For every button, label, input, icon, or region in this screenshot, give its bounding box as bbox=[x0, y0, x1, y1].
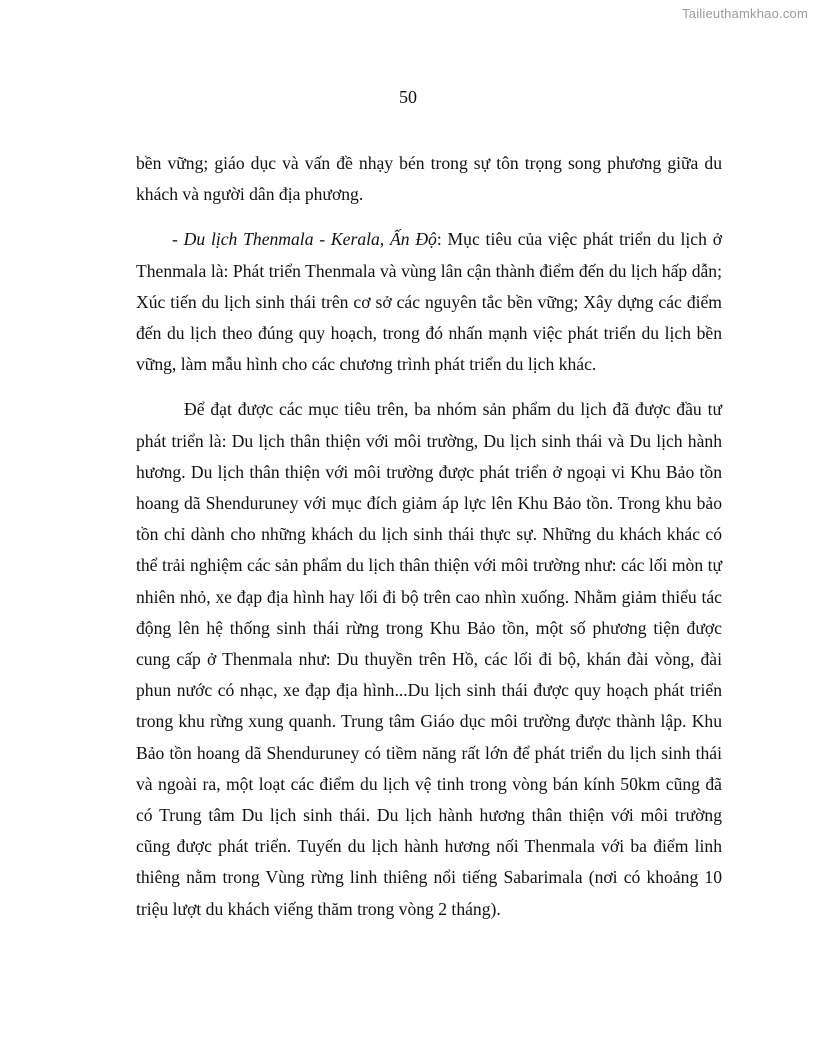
paragraph-2-lead: - bbox=[172, 229, 184, 250]
document-body bbox=[136, 148, 722, 925]
paragraph-2 bbox=[136, 224, 722, 380]
paragraph-1: bền vững; giáo dục và vấn đề nhạy bén trong sự tôn trọng song phương giữa du khách và người dân địa phương. bbox=[136, 153, 722, 205]
paragraph-3: Để đạt được các mục tiêu trên, ba nhóm sản phẩm du lịch đã được đầu tư phát triển là: Du lịch thân thiện với môi trường, Du lịch sinh thái và Du lịch hành hương. Du lịch thân thiện với môi trường được phát triển ở ngoại vi Khu Bảo tồn hoang dã Shenduruney với mục đích giảm áp lực lên Khu Bảo tồn. Trong khu bảo tồn chỉ dành cho những khách du lịch sinh thái thực sự. Những du khách khác có thể trải nghiệm các sản phẩm du lịch thân thiện với môi trường như: các lối mòn tự nhiên nhỏ, xe đạp địa hình hay lối đi bộ trên cao nhìn xuống. Nhằm giảm thiểu tác động lên hệ thống sinh thái rừng trong Khu Bảo tồn, một số phương tiện được cung cấp ở Thenmala như: Du thuyền trên Hồ, các lối đi bộ, khán đài vòng, đài phun nước có nhạc, xe đạp địa hình...Du lịch sinh thái được quy hoạch phát triển trong khu rừng xung quanh. Trung tâm Giáo dục môi trường được thành lập. Khu Bảo tồn hoang dã Shenduruney có tiềm năng rất lớn để phát triển du lịch sinh thái và ngoài ra, một loạt các điểm du lịch vệ tinh trong vòng bán kính 50km cũng đã có Trung tâm Du lịch sinh thái. Du lịch hành hương thân thiện với môi trường cũng được phát triển. Tuyến du lịch hành hương nối Thenmala với ba điểm linh thiêng nằm trong Vùng rừng linh thiêng nổi tiếng Sabarimala (nơi có khoảng 10 triệu lượt du khách viếng thăm trong vòng 2 tháng). bbox=[136, 399, 722, 919]
watermark-text: Tailieuthamkhao.com bbox=[682, 6, 808, 21]
paragraph-2-text: : Mục tiêu của việc phát triển du lịch ở Thenmala là: Phát triển Thenmala và vùng lân cận thành điểm đến du lịch hấp dẫn; Xúc tiến du lịch sinh thái trên cơ sở các nguyên tắc bền vững; Xây dựng các điểm đến du lịch theo đúng quy hoạch, trong đó nhấn mạnh việc phát triển du lịch bền vững, làm mẫu hình cho các chương trình phát triển du lịch khác. bbox=[136, 229, 723, 375]
paragraph-2-heading: Du lịch Thenmala - Kerala, Ấn Độ bbox=[183, 229, 437, 250]
page-number: 50 bbox=[399, 87, 417, 107]
